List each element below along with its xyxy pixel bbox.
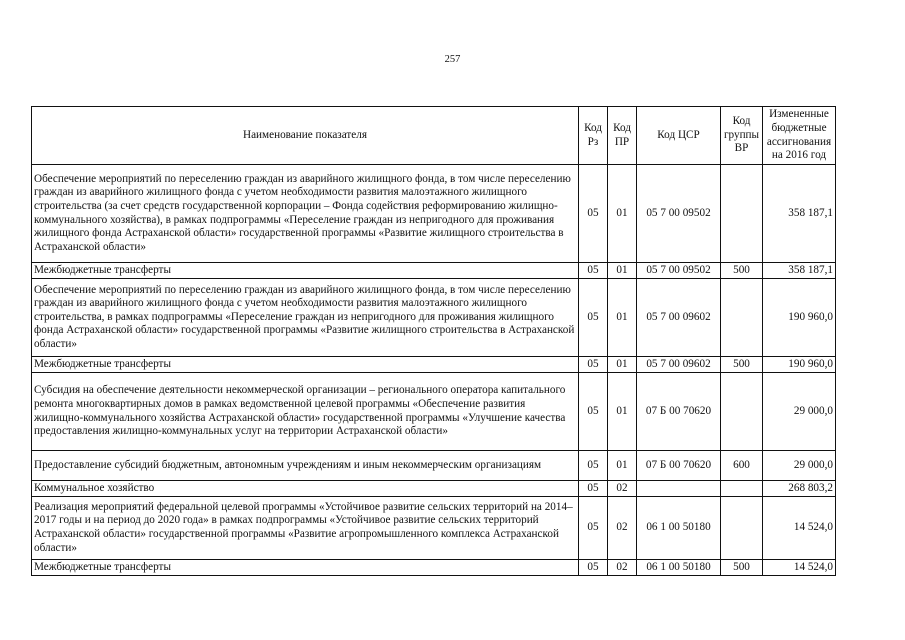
row-rz: 05	[579, 165, 608, 263]
row-pr: 01	[608, 373, 637, 451]
row-name: Обеспечение мероприятий по переселению граждан из аварийного жилищного фонда, в том числе переселению граждан из аварийного жилищного фонда с учетом необходимости развития малоэтажного жилищного строительства, в рамках подпрограммы «Переселение граждан из непригодного для проживания жилищного фонда Астраханской области» государственной программы «Развитие жилищного строительства в Астраханской области»	[32, 279, 579, 357]
row-rz: 05	[579, 357, 608, 373]
row-pr: 01	[608, 357, 637, 373]
row-vr: 500	[721, 357, 763, 373]
row-rz: 05	[579, 481, 608, 497]
table-row	[32, 373, 836, 451]
row-pr: 01	[608, 165, 637, 263]
header-vr: Код группы ВР	[721, 107, 763, 165]
table-row	[32, 451, 836, 481]
row-csr	[637, 481, 721, 497]
table-row	[32, 165, 836, 263]
row-rz: 05	[579, 560, 608, 576]
row-rz: 05	[579, 373, 608, 451]
row-name: Межбюджетные трансферты	[32, 263, 579, 279]
table-row	[32, 279, 836, 357]
row-rz: 05	[579, 497, 608, 560]
table-row	[32, 560, 836, 576]
table-row	[32, 497, 836, 560]
row-name: Коммунальное хозяйство	[32, 481, 579, 497]
row-vr	[721, 279, 763, 357]
row-pr: 02	[608, 481, 637, 497]
row-name: Обеспечение мероприятий по переселению граждан из аварийного жилищного фонда, в том числе переселению граждан из аварийного жилищного фонда с учетом необходимости развития малоэтажного жилищного строительства (за счет средств государственной корпорации – Фонда содействия реформированию жилищно-коммунального хозяйства), в рамках подпрограммы «Переселение граждан из непригодного для проживания жилищного фонда Астраханской области» государственной программы «Развитие жилищного строительства в Астраханской области»	[32, 165, 579, 263]
row-name: Межбюджетные трансферты	[32, 560, 579, 576]
row-csr: 05 7 00 09602	[637, 279, 721, 357]
row-csr: 06 1 00 50180	[637, 560, 721, 576]
table-row	[32, 357, 836, 373]
header-csr: Код ЦСР	[637, 107, 721, 165]
row-vr: 500	[721, 263, 763, 279]
row-pr: 02	[608, 497, 637, 560]
row-amount: 190 960,0	[763, 279, 836, 357]
row-csr: 05 7 00 09502	[637, 263, 721, 279]
header-amount: Измененные бюджетные ассигнования на 2016 год	[763, 107, 836, 165]
row-rz: 05	[579, 263, 608, 279]
header-name: Наименование показателя	[32, 107, 579, 165]
row-csr: 05 7 00 09502	[637, 165, 721, 263]
row-name: Реализация мероприятий федеральной целевой программы «Устойчивое развитие сельских территорий на 2014–2017 годы и на период до 2020 года» в рамках подпрограммы «Устойчивое развитие сельских территорий Астраханской области» государственной программы «Развитие агропромышленного комплекса Астраханской области»	[32, 497, 579, 560]
table-row	[32, 481, 836, 497]
row-amount: 29 000,0	[763, 373, 836, 451]
row-pr: 01	[608, 263, 637, 279]
row-vr: 600	[721, 451, 763, 481]
row-vr	[721, 165, 763, 263]
row-pr: 01	[608, 451, 637, 481]
row-name: Субсидия на обеспечение деятельности некоммерческой организации – регионального оператора капитального ремонта многоквартирных домов в рамках ведомственной целевой программы «Обеспечение развития жилищно-коммунального хозяйства Астраханской области» государственной программы «Улучшение качества предоставления жилищно-коммунальных услуг на территории Астраханской области»	[32, 373, 579, 451]
row-vr	[721, 373, 763, 451]
row-name: Межбюджетные трансферты	[32, 357, 579, 373]
page-number: 257	[444, 54, 461, 65]
budget-table	[31, 106, 836, 576]
row-csr: 05 7 00 09602	[637, 357, 721, 373]
row-pr: 02	[608, 560, 637, 576]
row-amount: 358 187,1	[763, 263, 836, 279]
row-rz: 05	[579, 451, 608, 481]
row-name: Предоставление субсидий бюджетным, автономным учреждениям и иным некоммерческим организациям	[32, 451, 579, 481]
row-pr: 01	[608, 279, 637, 357]
row-vr	[721, 481, 763, 497]
row-csr: 07 Б 00 70620	[637, 451, 721, 481]
row-csr: 06 1 00 50180	[637, 497, 721, 560]
row-amount: 14 524,0	[763, 560, 836, 576]
row-amount: 268 803,2	[763, 481, 836, 497]
row-amount: 14 524,0	[763, 497, 836, 560]
row-amount: 29 000,0	[763, 451, 836, 481]
table-row	[32, 263, 836, 279]
header-pr: Код ПР	[608, 107, 637, 165]
row-amount: 190 960,0	[763, 357, 836, 373]
row-rz: 05	[579, 279, 608, 357]
header-rz: Код Рз	[579, 107, 608, 165]
row-csr: 07 Б 00 70620	[637, 373, 721, 451]
row-amount: 358 187,1	[763, 165, 836, 263]
row-vr	[721, 497, 763, 560]
table-header-row	[32, 107, 836, 165]
row-vr: 500	[721, 560, 763, 576]
